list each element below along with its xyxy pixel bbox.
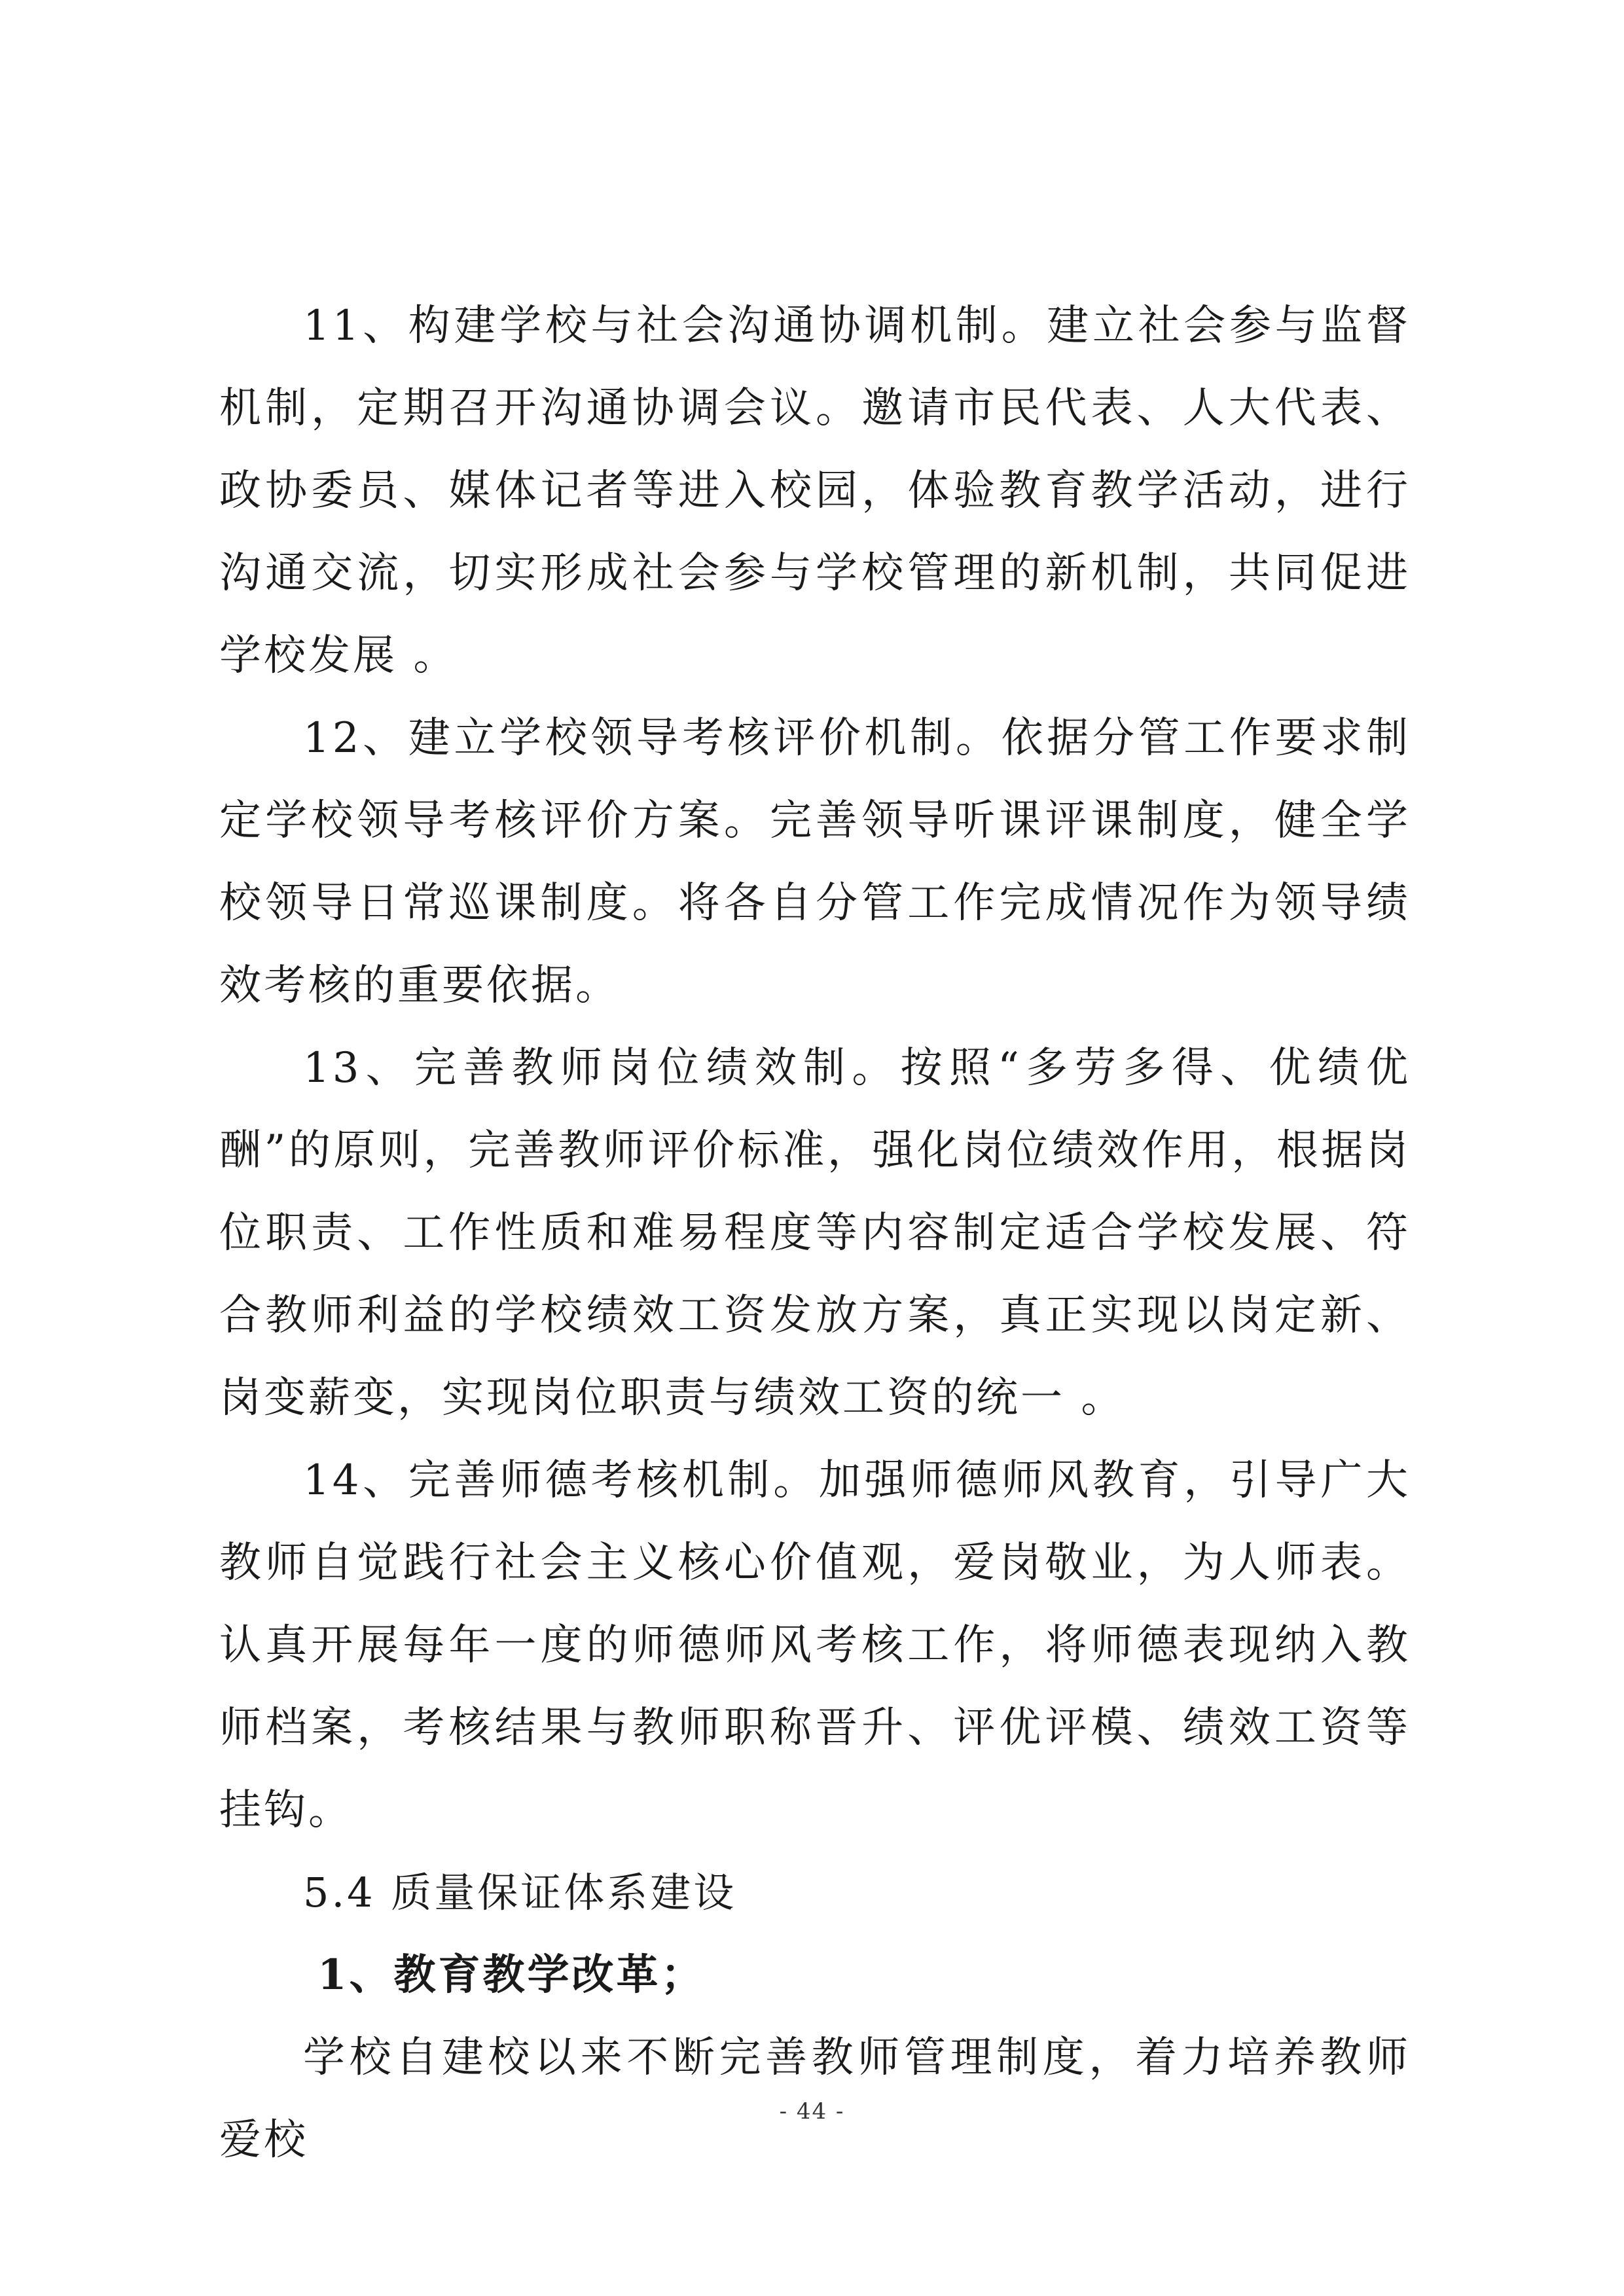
paragraph-12: 12、建立学校领导考核评价机制。依据分管工作要求制定学校领导考核评价方案。完善领导听课评课制度，健全学校领导日常巡课制度。将各自分管工作完成情况作为领导绩效考核的重要依据。 (219, 714, 1411, 1010)
page-number: - 44 - (779, 2098, 845, 2125)
paragraph-13: 13、完善教师岗位绩效制。按照“多劳多得、优绩优酬”的原则，完善教师评价标准，强化岗位绩效作用，根据岗位职责、工作性质和难易程度等内容制定适合学校发展、符合教师利益的学校绩效工资发放方案，真正实现以岗定新、岗变薪变，实现岗位职责与绩效工资的统一 。 (219, 1044, 1411, 1422)
paragraph-14: 14、完善师德考核机制。加强师德师风教育，引导广大教师自觉践行社会主义核心价值观，爱岗敬业，为人师表。认真开展每年一度的师德师风考核工作，将师德表现纳入教师档案，考核结果与教师职称晋升、评优评模、绩效工资等挂钩。 (219, 1456, 1411, 1835)
page-body (219, 285, 1411, 2181)
subheading: 1、教育教学改革； (317, 1950, 706, 2000)
paragraph-11: 11、构建学校与社会沟通协调机制。建立社会参与监督机制，定期召开沟通协调会议。邀请市民代表、人大代表、政协委员、媒体记者等进入校园，体验教育教学活动，进行沟通交流，切实形成社会参与学校管理的新机制，共同促进学校发展 。 (219, 302, 1411, 680)
section-heading: 5.4 质量保证体系建设 (303, 1869, 737, 1916)
closing-paragraph: 学校自建校以来不断完善教师管理制度，着力培养教师爱校 (219, 2034, 1411, 2164)
